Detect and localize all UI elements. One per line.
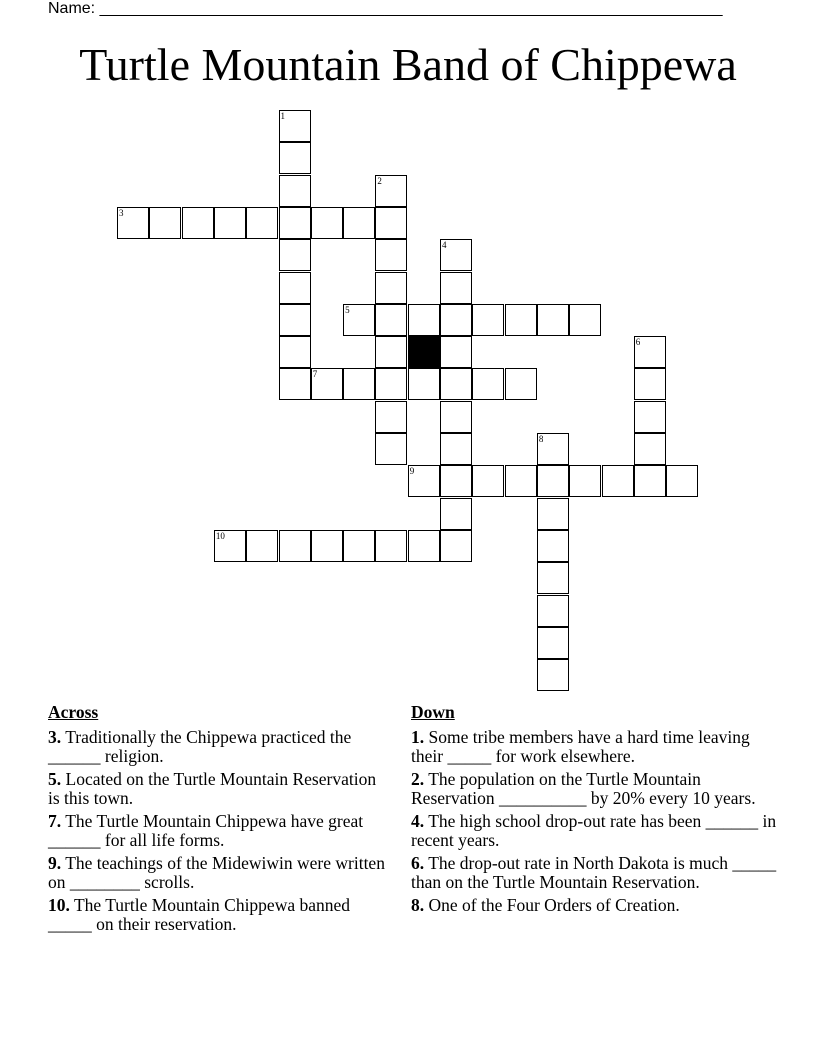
grid-cell[interactable] <box>440 433 472 465</box>
cell-number: 2 <box>377 175 382 186</box>
grid-cell[interactable] <box>279 530 311 562</box>
grid-cell[interactable] <box>375 207 407 239</box>
cell-number: 4 <box>442 240 447 251</box>
clue-text: The high school drop-out rate has been ______ in recent years. <box>411 810 777 850</box>
grid-cell[interactable] <box>408 465 440 497</box>
grid-cell[interactable] <box>634 465 666 497</box>
grid-cell[interactable] <box>311 207 343 239</box>
clue-number: 4. <box>411 810 425 831</box>
clue-number: 3. <box>48 726 62 747</box>
grid-cell[interactable] <box>279 336 311 368</box>
clue-text: Traditionally the Chippewa practiced the ______ religion. <box>48 726 352 766</box>
grid-cell[interactable] <box>408 530 440 562</box>
clue-number: 10. <box>48 894 70 915</box>
grid-cell[interactable] <box>279 142 311 174</box>
cell-number: 3 <box>119 207 124 218</box>
grid-cell[interactable] <box>214 207 246 239</box>
grid-cell[interactable] <box>375 304 407 336</box>
grid-cell[interactable] <box>343 368 375 400</box>
grid-cell[interactable] <box>537 659 569 691</box>
grid-cell[interactable] <box>472 465 504 497</box>
grid-cell[interactable] <box>343 207 375 239</box>
clue-across-10 <box>48 896 388 935</box>
grid-cell[interactable] <box>375 530 407 562</box>
clue-text: The Turtle Mountain Chippewa banned _____ on their reservation. <box>48 894 351 934</box>
grid-cell[interactable] <box>505 368 537 400</box>
grid-cell[interactable] <box>246 207 278 239</box>
grid-cell[interactable] <box>375 401 407 433</box>
grid-cell[interactable] <box>182 207 214 239</box>
grid-cell[interactable] <box>634 401 666 433</box>
grid-cell[interactable] <box>440 401 472 433</box>
grid-cell[interactable] <box>343 530 375 562</box>
grid-cell[interactable] <box>149 207 181 239</box>
grid-cell[interactable] <box>537 465 569 497</box>
clue-text: Located on the Turtle Mountain Reservation is this town. <box>48 768 377 808</box>
clue-text: The drop-out rate in North Dakota is much _____ than on the Turtle Mountain Reservation. <box>411 852 777 892</box>
clue-number: 7. <box>48 810 62 831</box>
grid-cell[interactable] <box>440 304 472 336</box>
grid-cell[interactable] <box>279 368 311 400</box>
grid-cell[interactable] <box>311 368 343 400</box>
grid-cell[interactable] <box>505 304 537 336</box>
clue-down-4 <box>411 812 781 851</box>
clue-down-6 <box>411 854 781 893</box>
grid-cell[interactable] <box>440 368 472 400</box>
grid-cell[interactable] <box>537 627 569 659</box>
clue-text: The teachings of the Midewiwin were written on ________ scrolls. <box>48 852 385 892</box>
clue-across-3 <box>48 728 388 767</box>
grid-cell[interactable] <box>472 368 504 400</box>
clue-number: 2. <box>411 768 425 789</box>
grid-cell[interactable] <box>537 530 569 562</box>
clue-number: 5. <box>48 768 62 789</box>
grid-cell[interactable] <box>343 304 375 336</box>
grid-cell[interactable] <box>375 272 407 304</box>
grid-cell[interactable] <box>634 336 666 368</box>
grid-cell[interactable] <box>634 368 666 400</box>
grid-cell[interactable] <box>602 465 634 497</box>
grid-cell[interactable] <box>537 433 569 465</box>
grid-cell[interactable] <box>375 433 407 465</box>
grid-cell[interactable] <box>279 239 311 271</box>
grid-cell[interactable] <box>117 207 149 239</box>
clue-text: The Turtle Mountain Chippewa have great ______ for all life forms. <box>48 810 364 850</box>
clue-down-2 <box>411 770 781 809</box>
down-clues <box>411 703 781 918</box>
grid-cell[interactable] <box>375 368 407 400</box>
across-heading: Across <box>48 702 99 722</box>
grid-cell[interactable] <box>375 336 407 368</box>
across-clues <box>48 703 388 938</box>
grid-cell[interactable] <box>505 465 537 497</box>
grid-cell[interactable] <box>537 595 569 627</box>
grid-cell[interactable] <box>537 498 569 530</box>
grid-cell[interactable] <box>569 465 601 497</box>
grid-cell[interactable] <box>246 530 278 562</box>
clue-number: 9. <box>48 852 62 873</box>
cell-number: 6 <box>635 337 641 348</box>
grid-cell[interactable] <box>666 465 698 497</box>
cell-number: 7 <box>312 369 318 380</box>
clue-down-1 <box>411 728 781 767</box>
page-title: Turtle Mountain Band of Chippewa <box>79 39 737 90</box>
grid-cell[interactable] <box>375 175 407 207</box>
cell-number: 5 <box>345 304 350 315</box>
grid-cell[interactable] <box>440 530 472 562</box>
cell-number: 10 <box>215 530 225 541</box>
grid-cell[interactable] <box>279 304 311 336</box>
grid-cell[interactable] <box>279 110 311 142</box>
clue-number: 6. <box>411 852 425 873</box>
cell-number: 8 <box>538 434 544 444</box>
grid-cell[interactable] <box>537 562 569 594</box>
clue-text: The population on the Turtle Mountain Reservation __________ by 20% every 10 years. <box>411 768 756 808</box>
grid-cell[interactable] <box>279 207 311 239</box>
clue-text: One of the Four Orders of Creation. <box>428 894 680 915</box>
name-field[interactable]: Name: ______________________________________________________________________ <box>48 0 723 17</box>
grid-cell[interactable] <box>375 239 407 271</box>
clue-number: 8. <box>411 894 425 915</box>
clue-across-5 <box>48 770 388 809</box>
grid-cell[interactable] <box>279 272 311 304</box>
grid-cell[interactable] <box>440 336 472 368</box>
clue-across-7 <box>48 812 388 851</box>
grid-cell[interactable] <box>634 433 666 465</box>
grid-cell[interactable] <box>440 239 472 271</box>
grid-cell[interactable] <box>408 304 440 336</box>
grid-cell[interactable] <box>440 272 472 304</box>
grid-cell[interactable] <box>472 304 504 336</box>
down-heading: Down <box>411 702 455 722</box>
clue-number: 1. <box>411 726 425 747</box>
grid-cell[interactable] <box>440 465 472 497</box>
cell-number: 1 <box>280 111 285 121</box>
grid-cell[interactable] <box>408 368 440 400</box>
clue-across-9 <box>48 854 388 893</box>
clue-text: Some tribe members have a hard time leaving their _____ for work elsewhere. <box>411 726 750 766</box>
cell-number: 9 <box>409 466 415 477</box>
grid-cell[interactable] <box>440 498 472 530</box>
clue-down-8 <box>411 896 781 916</box>
grid-cell[interactable] <box>311 530 343 562</box>
grid-cell[interactable] <box>214 530 246 562</box>
grid-cell[interactable] <box>279 175 311 207</box>
black-cell <box>408 336 440 368</box>
grid-cell[interactable] <box>569 304 601 336</box>
grid-cell[interactable] <box>537 304 569 336</box>
